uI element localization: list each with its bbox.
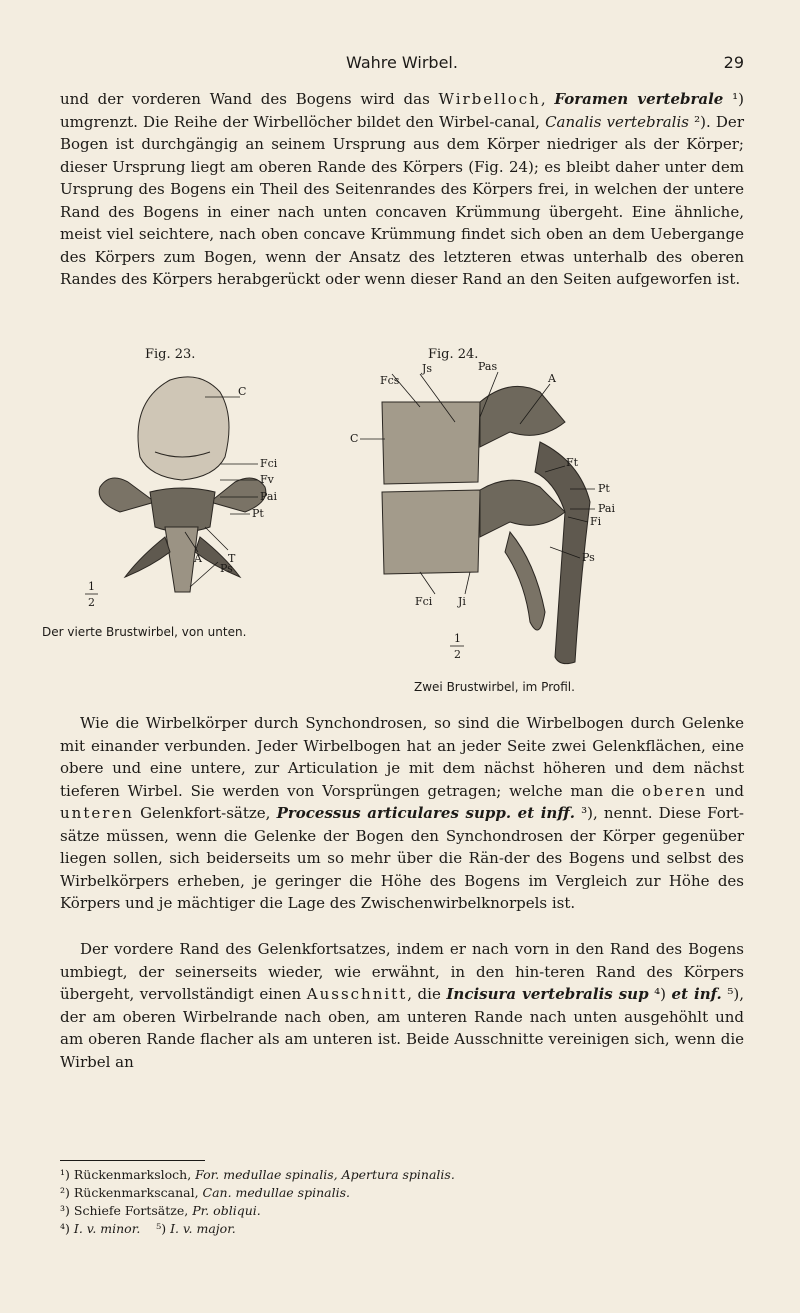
text-run: ¹) umgrenzt. Die Reihe der Wirbellöcher bildet den Wirbel-canal, bbox=[60, 90, 744, 131]
fig23-label: T bbox=[228, 552, 236, 565]
fig23-title: Fig. 23. bbox=[145, 347, 196, 362]
footnote-1 bbox=[60, 1166, 744, 1183]
text-run: ⁵), der am oberen Wirbelrande nach oben, am unteren Rande nach unten ausgehöhlt und am oberen Rande flacher als am unteren ist. Beide Ausschnitte vereinigen sich, wenn die Wirbel an bbox=[60, 985, 744, 1071]
text-run: Gelenkfort-sätze, bbox=[133, 804, 277, 822]
footnote-latin: I. v. major. bbox=[170, 1221, 236, 1236]
fig24-scale-numerator: 1 bbox=[454, 632, 461, 645]
footnote-latin: Can. medullae spinalis. bbox=[202, 1185, 350, 1200]
footnote-latin: Pr. obliqui. bbox=[192, 1203, 261, 1218]
fig24-label: Fcs bbox=[380, 374, 400, 387]
running-title: Wahre Wirbel. bbox=[346, 53, 458, 72]
fig24-title: Fig. 24. bbox=[428, 347, 479, 362]
fig23-scale-denominator: 2 bbox=[88, 596, 95, 609]
fig23-label: Fci bbox=[260, 457, 278, 470]
latin-term: et inf. bbox=[671, 985, 722, 1003]
fig24-label: Ji bbox=[458, 595, 466, 608]
fig23-label: A bbox=[194, 552, 202, 565]
fig23-label: Fv bbox=[260, 473, 274, 486]
fig23-label: Pai bbox=[260, 490, 277, 503]
spaced-term: Ausschnitt bbox=[306, 985, 408, 1003]
fig24-label: C bbox=[350, 432, 359, 445]
footnote-latin: For. medullae spinalis, Apertura spinalis. bbox=[195, 1167, 455, 1182]
footnote-latin: I. v. minor. bbox=[73, 1221, 141, 1236]
spaced-term: oberen bbox=[642, 781, 708, 800]
fig24-label: Fi bbox=[590, 515, 602, 528]
fig24-scale-denominator: 2 bbox=[454, 648, 461, 661]
fig24-label: A bbox=[548, 372, 556, 385]
footnote-mark: ³) bbox=[60, 1203, 70, 1218]
fig24-label: Fci bbox=[415, 595, 433, 608]
paragraph-3 bbox=[60, 938, 744, 1073]
fig24-label: Js bbox=[422, 362, 433, 375]
fig24-label: Pas bbox=[478, 362, 498, 373]
footnote-mark: ²) bbox=[60, 1185, 70, 1200]
text-run: und der vorderen Wand des Bogens wird das bbox=[60, 90, 439, 108]
paragraph-2 bbox=[60, 712, 744, 915]
footnote-mark: ¹) bbox=[60, 1167, 70, 1182]
latin-term: Incisura vertebralis sup bbox=[446, 985, 649, 1003]
footnote-rule bbox=[60, 1160, 205, 1161]
fig24-label: Pai bbox=[598, 502, 615, 515]
text-run: Wie die Wirbelkörper durch Synchondrosen, so sind die Wirbelbogen durch Gelenke mit einander verbunden. Jeder Wirbelbogen hat an jeder Seite zwei Gelenkflächen, eine obere und eine untere, zur Articulation je mit dem nächst höheren und dem nächst tieferen Wirbel. Sie werden von Vorsprüngen getragen; welche man die bbox=[60, 714, 744, 800]
text-run: Der vordere Rand des Gelenkfortsatzes, indem er nach vorn in den Rand des Bogens umbiegt, der seinerseits wieder, wie erwähnt, in den hin-teren Rand des Körpers übergeht, vervollständigt einen bbox=[60, 940, 744, 1003]
fig24-vertebrae-illustration bbox=[340, 362, 640, 677]
footnote-mark: ⁵) bbox=[156, 1221, 167, 1236]
text-run: ³), nennt. Diese Fort-sätze müssen, wenn die Gelenke der Bogen den Synchondrosen der Körper gegenüber liegen sollen, sich beiderseits um so mehr über die Rän-der des Bogens und selbst des Wirbelkörpers erheben, je geringer die Höhe des Bogens im Vergleich zur Höhe des Körpers und je mächtiger die Lage des Zwischenwirbelknorpels ist. bbox=[60, 804, 744, 912]
fig24-label: Ps bbox=[582, 551, 595, 564]
footnote-3 bbox=[60, 1202, 744, 1219]
paragraph-1 bbox=[60, 88, 744, 291]
fig23-caption: Der vierte Brustwirbel, von unten. bbox=[42, 625, 247, 639]
footnote-text: Schiefe Fortsätze, bbox=[73, 1203, 193, 1218]
fig23-label: Pt bbox=[252, 507, 264, 520]
running-header bbox=[60, 53, 744, 79]
latin-term: Foramen vertebrale bbox=[554, 90, 724, 108]
text-run: und bbox=[707, 781, 744, 800]
fig23-label: Ps bbox=[220, 562, 233, 575]
fig23-vertebra-illustration bbox=[70, 362, 310, 627]
spaced-term: Wirbelloch bbox=[438, 90, 541, 108]
text-run: ⁴) bbox=[648, 985, 672, 1003]
latin-term: Canalis vertebralis bbox=[545, 112, 689, 131]
page-number: 29 bbox=[723, 53, 744, 72]
fig24-label: Pt bbox=[598, 482, 610, 495]
fig24-label: Ft bbox=[566, 456, 579, 469]
footnote-text: Rückenmarksloch, bbox=[73, 1167, 196, 1182]
fig23-scale-numerator: 1 bbox=[88, 580, 95, 593]
text-run: , bbox=[540, 90, 555, 108]
text-run: ²). Der Bogen ist durchgängig an seinem Ursprung aus dem Körper niedriger als der Körper; dieser Ursprung liegt am oberen Rande des Körpers (Fig. 24); es bleibt daher unter dem Ursprung des Bogens ein Theil des Seitenrandes des Körpers frei, in welchen der untere Rand des Bogens in einer nach unten concaven Krümmung übergeht. Eine ähnliche, meist viel seichtere, nach oben concave Krümmung findet sich oben an dem Uebergange des Körpers zum Bogen, wenn der Ansatz des letzteren etwas unterhalb des oberen Randes des Körpers herabgerückt oder wenn dieser Rand an den Seiten aufgeworfen ist. bbox=[60, 112, 744, 288]
fig24-caption: Zwei Brustwirbel, im Profil. bbox=[414, 680, 575, 694]
footnote-2 bbox=[60, 1184, 744, 1201]
fig23-label: C bbox=[238, 385, 247, 398]
footnote-mark: ⁴) bbox=[60, 1221, 70, 1236]
footnote-4-5 bbox=[60, 1220, 744, 1237]
footnote-text: Rückenmarkscanal, bbox=[73, 1185, 203, 1200]
spaced-term: unteren bbox=[60, 804, 134, 822]
text-run: , die bbox=[407, 985, 447, 1003]
latin-term: Processus articulares supp. et inff. bbox=[276, 804, 575, 822]
